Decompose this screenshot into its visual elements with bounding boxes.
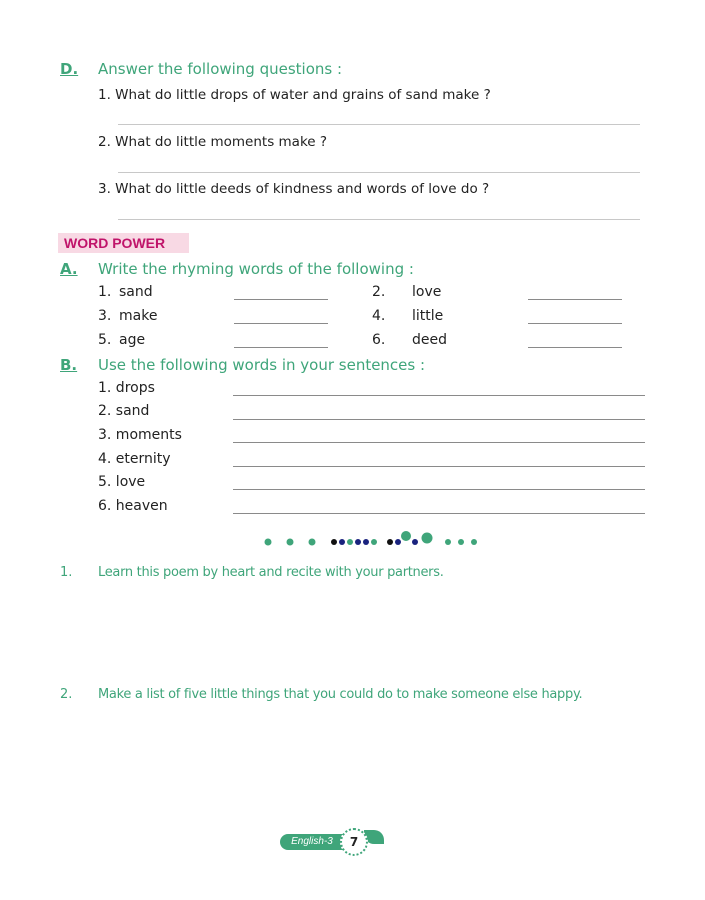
activity-text-2: Make a list of five little things that you could do to make someone else happy.: [98, 687, 583, 702]
rhyme-num-1: 1.: [98, 284, 112, 300]
sentence-line-5[interactable]: [233, 489, 645, 490]
rhyme-num-5: 5.: [98, 332, 112, 348]
rhyme-blank-1[interactable]: [234, 299, 328, 300]
rhyme-blank-2[interactable]: [528, 299, 622, 300]
rhyme-num-4: 4.: [372, 308, 386, 324]
sentence-line-6[interactable]: [233, 513, 645, 514]
sentence-word-2: 2. sand: [98, 403, 150, 419]
rhyme-blank-4[interactable]: [528, 323, 622, 324]
sentence-line-1[interactable]: [233, 395, 645, 396]
rhyme-word-6: deed: [412, 332, 447, 348]
rhyme-blank-6[interactable]: [528, 347, 622, 348]
activity-num-2: 2.: [60, 687, 73, 702]
section-d-letter: D.: [60, 60, 79, 78]
question-3: 3. What do little deeds of kindness and words of love do ?: [98, 181, 490, 197]
rhyme-word-5: age: [119, 332, 146, 348]
rhyme-word-3: make: [119, 308, 158, 324]
sentence-line-3[interactable]: [233, 442, 645, 443]
sentence-line-2[interactable]: [233, 419, 645, 420]
rhyme-word-1: sand: [119, 284, 153, 300]
sentence-word-6: 6. heaven: [98, 498, 168, 514]
section-d-title: Answer the following questions :: [98, 60, 343, 78]
sentence-word-3: 3. moments: [98, 427, 182, 443]
rhyme-num-6: 6.: [372, 332, 386, 348]
answer-line-3[interactable]: [118, 219, 640, 220]
section-a-letter: A.: [60, 260, 78, 278]
sentence-word-1: 1. drops: [98, 380, 155, 396]
footer-book-label: English-3: [280, 834, 344, 850]
answer-line-2[interactable]: [118, 172, 640, 173]
rhyme-num-2: 2.: [372, 284, 386, 300]
question-1: 1. What do little drops of water and grains of sand make ?: [98, 87, 491, 103]
activity-text-1: Learn this poem by heart and recite with your partners.: [98, 565, 444, 580]
section-b-title: Use the following words in your sentences :: [98, 356, 426, 374]
sentence-word-4: 4. eternity: [98, 451, 171, 467]
sentence-word-5: 5. love: [98, 474, 146, 490]
question-2: 2. What do little moments make ?: [98, 134, 328, 150]
section-a-title: Write the rhyming words of the following :: [98, 260, 414, 278]
rhyme-word-4: little: [412, 308, 444, 324]
activity-num-1: 1.: [60, 565, 73, 580]
dot-divider: [260, 528, 490, 550]
sentence-line-4[interactable]: [233, 466, 645, 467]
answer-line-1[interactable]: [118, 124, 640, 125]
section-b-letter: B.: [60, 356, 78, 374]
rhyme-num-3: 3.: [98, 308, 112, 324]
word-power-heading: WORD POWER: [58, 233, 189, 253]
rhyme-word-2: love: [412, 284, 442, 300]
rhyme-blank-5[interactable]: [234, 347, 328, 348]
page-number: 7: [340, 828, 368, 856]
rhyme-blank-3[interactable]: [234, 323, 328, 324]
